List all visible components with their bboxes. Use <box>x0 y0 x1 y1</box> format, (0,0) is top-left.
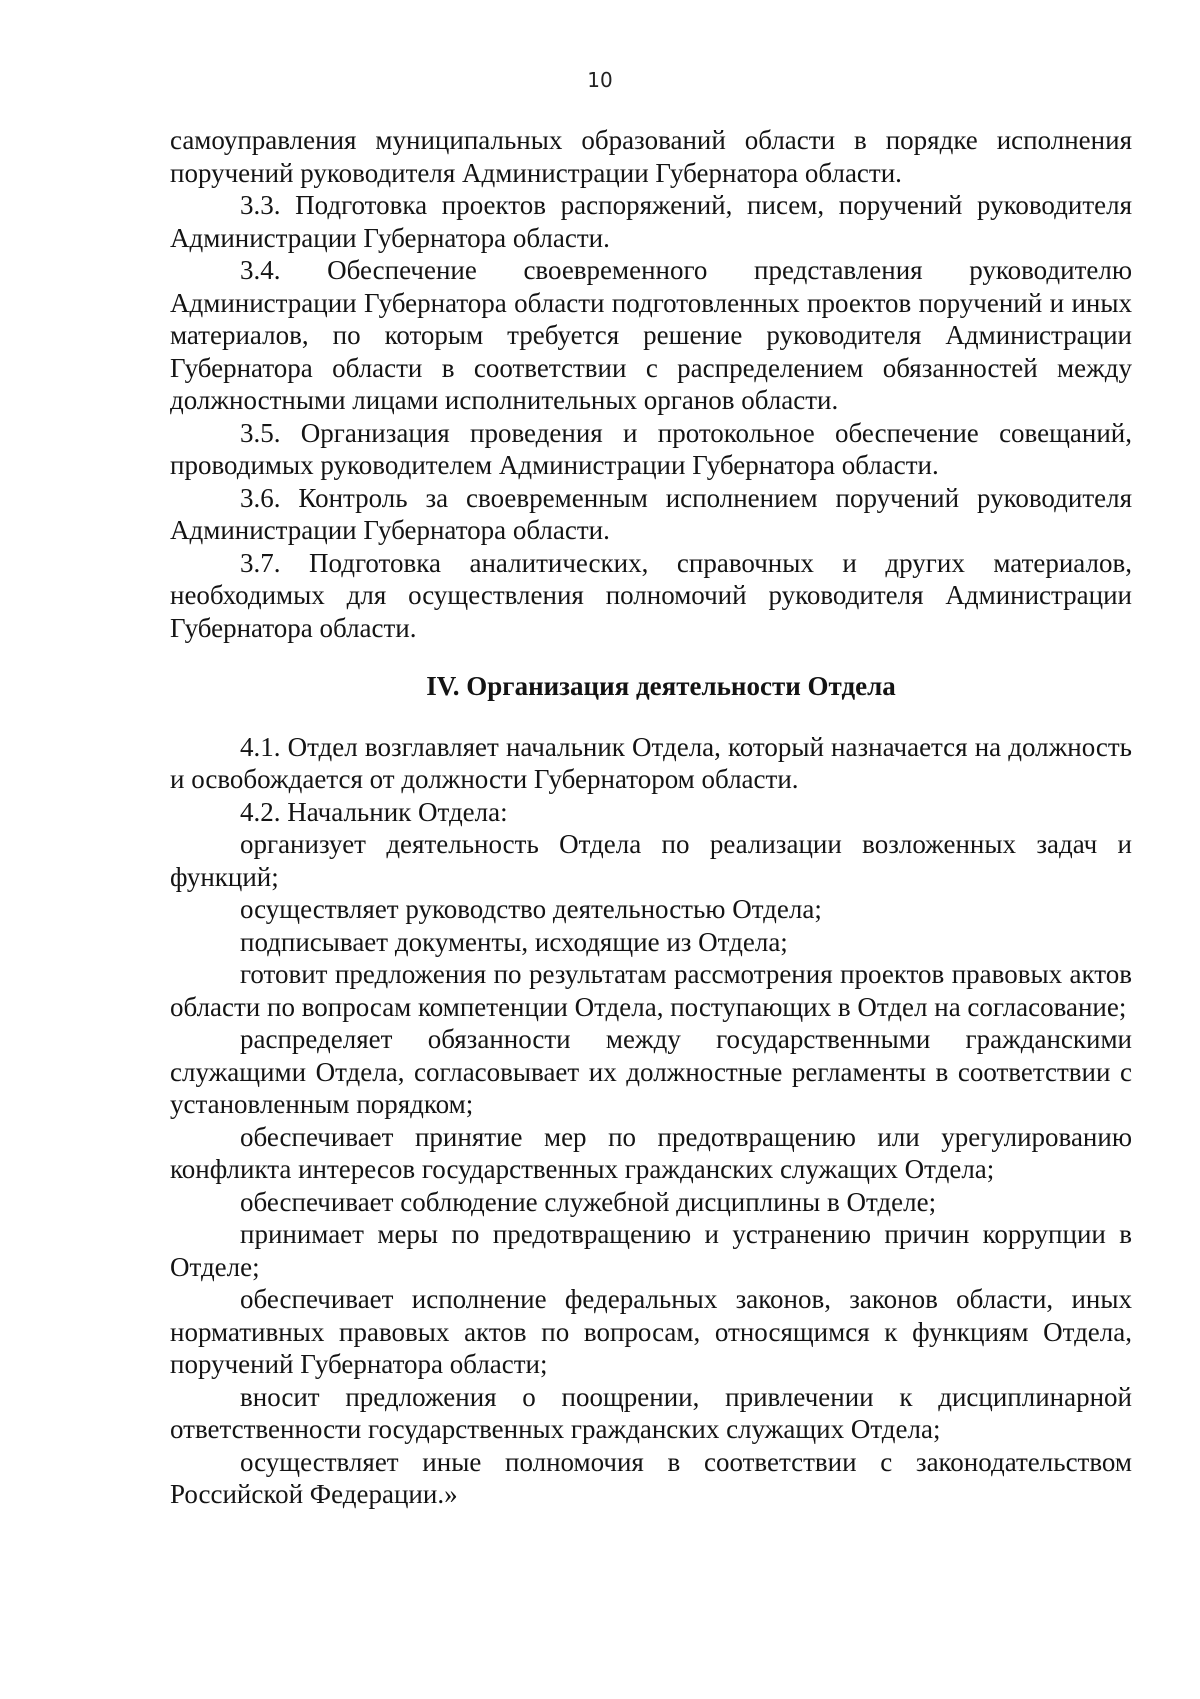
paragraph-3-5: 3.5. Организация проведения и протокольное обеспечение совещаний, проводимых руководителем Администрации Губернатора области. <box>170 417 1132 480</box>
duty-item: распределяет обязанности между государственными гражданскими служащими Отдела, согласовывает их должностные регламенты в соответствии с установленным порядком; <box>170 1024 1132 1119</box>
document-body <box>170 124 1132 1511</box>
paragraph-3-4: 3.4. Обеспечение своевременного представления руководителю Администрации Губернатора области подготовленных проектов поручений и иных материалов, по которым требуется решение руководителя Администрации Губернатора области в соответствии с распределением обязанностей между должностными лицами исполнительных органов области. <box>170 255 1132 415</box>
paragraph-4-1: 4.1. Отдел возглавляет начальник Отдела, который назначается на должность и освобождается от должности Губернатором области. <box>170 731 1132 794</box>
duty-item: организует деятельность Отдела по реализации возложенных задач и функций; <box>170 829 1132 892</box>
duty-item: осуществляет иные полномочия в соответствии с законодательством Российской Федерации.» <box>170 1446 1132 1509</box>
duty-item: обеспечивает принятие мер по предотвращению или урегулированию конфликта интересов государственных гражданских служащих Отдела; <box>170 1121 1132 1184</box>
paragraph-3-3: 3.3. Подготовка проектов распоряжений, писем, поручений руководителя Администрации Губернатора области. <box>170 190 1132 253</box>
duty-item: готовит предложения по результатам рассмотрения проектов правовых актов области по вопросам компетенции Отдела, поступающих в Отдел на согласование; <box>170 959 1132 1022</box>
section-heading: IV. Организация деятельности Отдела <box>426 671 896 701</box>
paragraph-4-2: 4.2. Начальник Отдела: <box>240 796 508 827</box>
duty-item: осуществляет руководство деятельностью Отдела; <box>240 894 822 924</box>
paragraph-3-6: 3.6. Контроль за своевременным исполнением поручений руководителя Администрации Губернатора области. <box>170 482 1132 545</box>
paragraph-continuation: самоуправления муниципальных образований области в порядке исполнения поручений руководителя Администрации Губернатора области. <box>170 125 1132 188</box>
duty-item: вносит предложения о поощрении, привлечении к дисциплинарной ответственности государственных гражданских служащих Отдела; <box>170 1381 1132 1444</box>
duty-item: обеспечивает исполнение федеральных законов, законов области, иных нормативных правовых актов по вопросам, относящимся к функциям Отдела, поручений Губернатора области; <box>170 1284 1132 1379</box>
duty-item: принимает меры по предотвращению и устранению причин коррупции в Отделе; <box>170 1219 1132 1282</box>
duty-item: подписывает документы, исходящие из Отдела; <box>240 926 788 957</box>
duty-item: обеспечивает соблюдение служебной дисциплины в Отделе; <box>240 1186 937 1217</box>
page-number: 10 <box>587 68 613 92</box>
paragraph-3-7: 3.7. Подготовка аналитических, справочных и других материалов, необходимых для осуществления полномочий руководителя Администрации Губернатора области. <box>170 547 1132 643</box>
